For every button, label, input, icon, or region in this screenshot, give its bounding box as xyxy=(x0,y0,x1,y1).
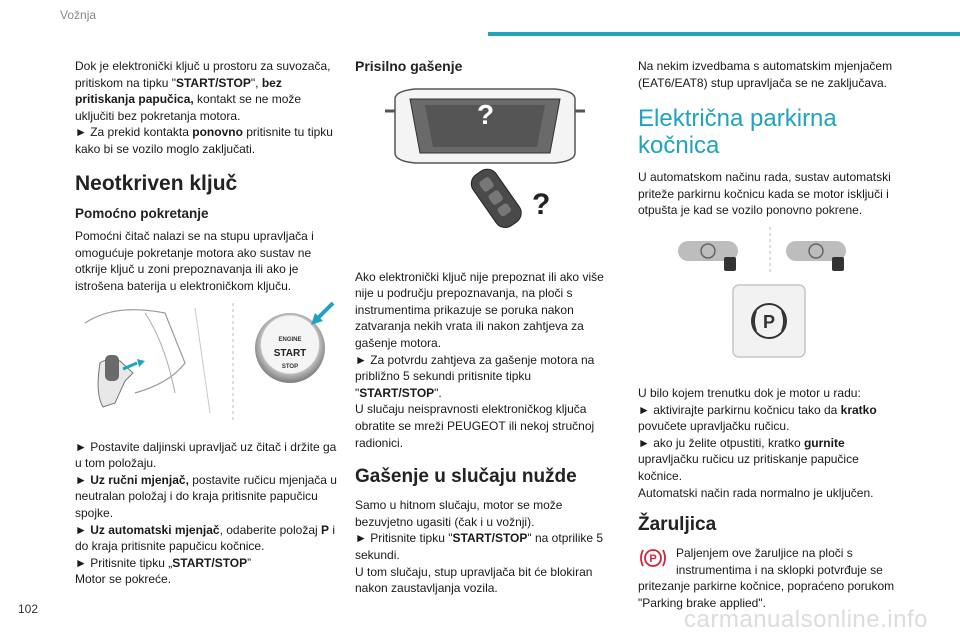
emergency-step: ► Pritisnite tipku "START/STOP" na otprilike 5 sekundi. xyxy=(355,531,604,562)
parking-brake-auto-text: U automatskom načinu rada, sustav automatski priteže parkirnu kočnicu kada se motor isključi i otpušta je kad se vozilo ponovno pokrene. xyxy=(638,170,891,218)
step-manual-gearbox: ► Uz ručni mjenjač, postavite ručicu mjenjača u neutralan položaj i do kraja pritisnite papučicu spojke. xyxy=(75,472,337,520)
emergency-note: U tom slučaju, stup upravljača bit će blokiran nakon zaustavljanja vozila. xyxy=(355,564,593,596)
header-accent-bar xyxy=(488,32,960,36)
parking-brake-warning-icon xyxy=(638,545,668,571)
column-right xyxy=(638,58,900,612)
apply-brake-step: ► aktivirajte parkirnu kočnicu tako da kratko povučete upravljačku ručicu. xyxy=(638,402,877,434)
automatic-gearbox-note: Na nekim izvedbama s automatskim mjenjačem (EAT6/EAT8) stup upravljača se ne zaključava. xyxy=(638,59,893,90)
start-stop-button: ENGINE START STOP xyxy=(255,313,325,383)
step-press-start: ► Pritisnite tipku „START/STOP” xyxy=(75,555,252,570)
backup-reader-figure xyxy=(75,303,337,421)
release-brake-step: ► ako ju želite otpustiti, kratko gurnite upravljačku ručicu uz pritiskanje papučice kočnice. xyxy=(638,435,859,483)
column-middle xyxy=(355,58,617,597)
key-fault-text: U slučaju neispravnosti elektroničkog ključa obratite se mreži PEUGEOT ili nekoj stručnoj radionici. xyxy=(355,402,595,450)
heading-warning-lamp: Žaruljica xyxy=(638,514,717,536)
column-left xyxy=(75,58,337,588)
automatic-mode-note: Automatski način rada normalno je uključen. xyxy=(638,485,874,500)
svg-text:P: P xyxy=(762,311,776,332)
step-hold-remote: ► Postavite daljinski upravljač uz čitač i držite ga u tom položaju. xyxy=(75,439,337,471)
intro-paragraph: Dok je elektronički ključ u prostoru za suvozača, pritiskom na tipku "START/STOP", bez pritiskanja papučica, kontakt se ne može uključiti bez pokretanja motora. xyxy=(75,59,331,123)
emergency-text: Samo u hitnom slučaju, motor se može bezuvjetno ugasiti (čak i u vožnji). xyxy=(355,498,563,529)
key-not-detected-figure xyxy=(355,81,617,259)
warning-lamp-block xyxy=(638,545,900,611)
question-mark-key: ? xyxy=(532,187,551,221)
warning-lamp-text: Paljenjem ove žaruljice na ploči s instrumentima i na sklopki potvrđuje se pritezanje parkirne kočnice, popraćeno porukom "Parking brake applied". xyxy=(638,546,895,610)
backup-start-text: Pomoćni čitač nalazi se na stupu upravljača i omogućuje pokretanje motora ako sustav ne otkrije ključ u zoni prepoznavanja ili ako je istrošena baterija u elektroničkom ključu. xyxy=(75,229,314,293)
svg-text:P: P xyxy=(649,553,657,566)
heading-electric-parking-brake: Električna parkirna kočnica xyxy=(638,105,837,160)
key-not-detected-text: Ako elektronički ključ nije prepoznat ili ako više nije u području prepoznavanja, na ploči s instrumentima prikazuje se poruka nakon zatvaranja nekih vrata ili nakon zahtjeva za gašenje motora. xyxy=(355,269,604,350)
confirm-shutdown-step: ► Za potvrdu zahtjeva za gašenje motora na približno 5 sekundi pritisnite tipku "START/STOP". xyxy=(355,352,595,400)
watermark: carmanualsonline.info xyxy=(684,606,928,633)
heading-forced-shutdown: Prisilno gašenje xyxy=(355,58,463,74)
heading-key-not-detected: Neotkriven ključ xyxy=(75,171,238,195)
intro-step: ► Za prekid kontakta ponovno pritisnite tu tipku kako bi se vozilo moglo zaključati. xyxy=(75,125,333,156)
question-mark-car: ? xyxy=(477,98,495,130)
parking-brake-figure xyxy=(638,227,900,385)
heading-emergency-shutdown: Gašenje u slučaju nužde xyxy=(355,466,577,488)
subheading-backup-start: Pomoćno pokretanje xyxy=(75,205,209,221)
section-title: Vožnja xyxy=(60,8,97,22)
arrow-icon xyxy=(307,299,337,329)
step-engine-starts: Motor se pokreće. xyxy=(75,572,172,587)
step-automatic-gearbox: ► Uz automatski mjenjač, odaberite položaj P i do kraja pritisnite papučicu kočnice. xyxy=(75,522,336,554)
parking-brake-illustration xyxy=(638,227,900,385)
any-time-text: U bilo kojem trenutku dok je motor u radu: xyxy=(638,385,861,400)
page-number: 102 xyxy=(18,602,39,616)
